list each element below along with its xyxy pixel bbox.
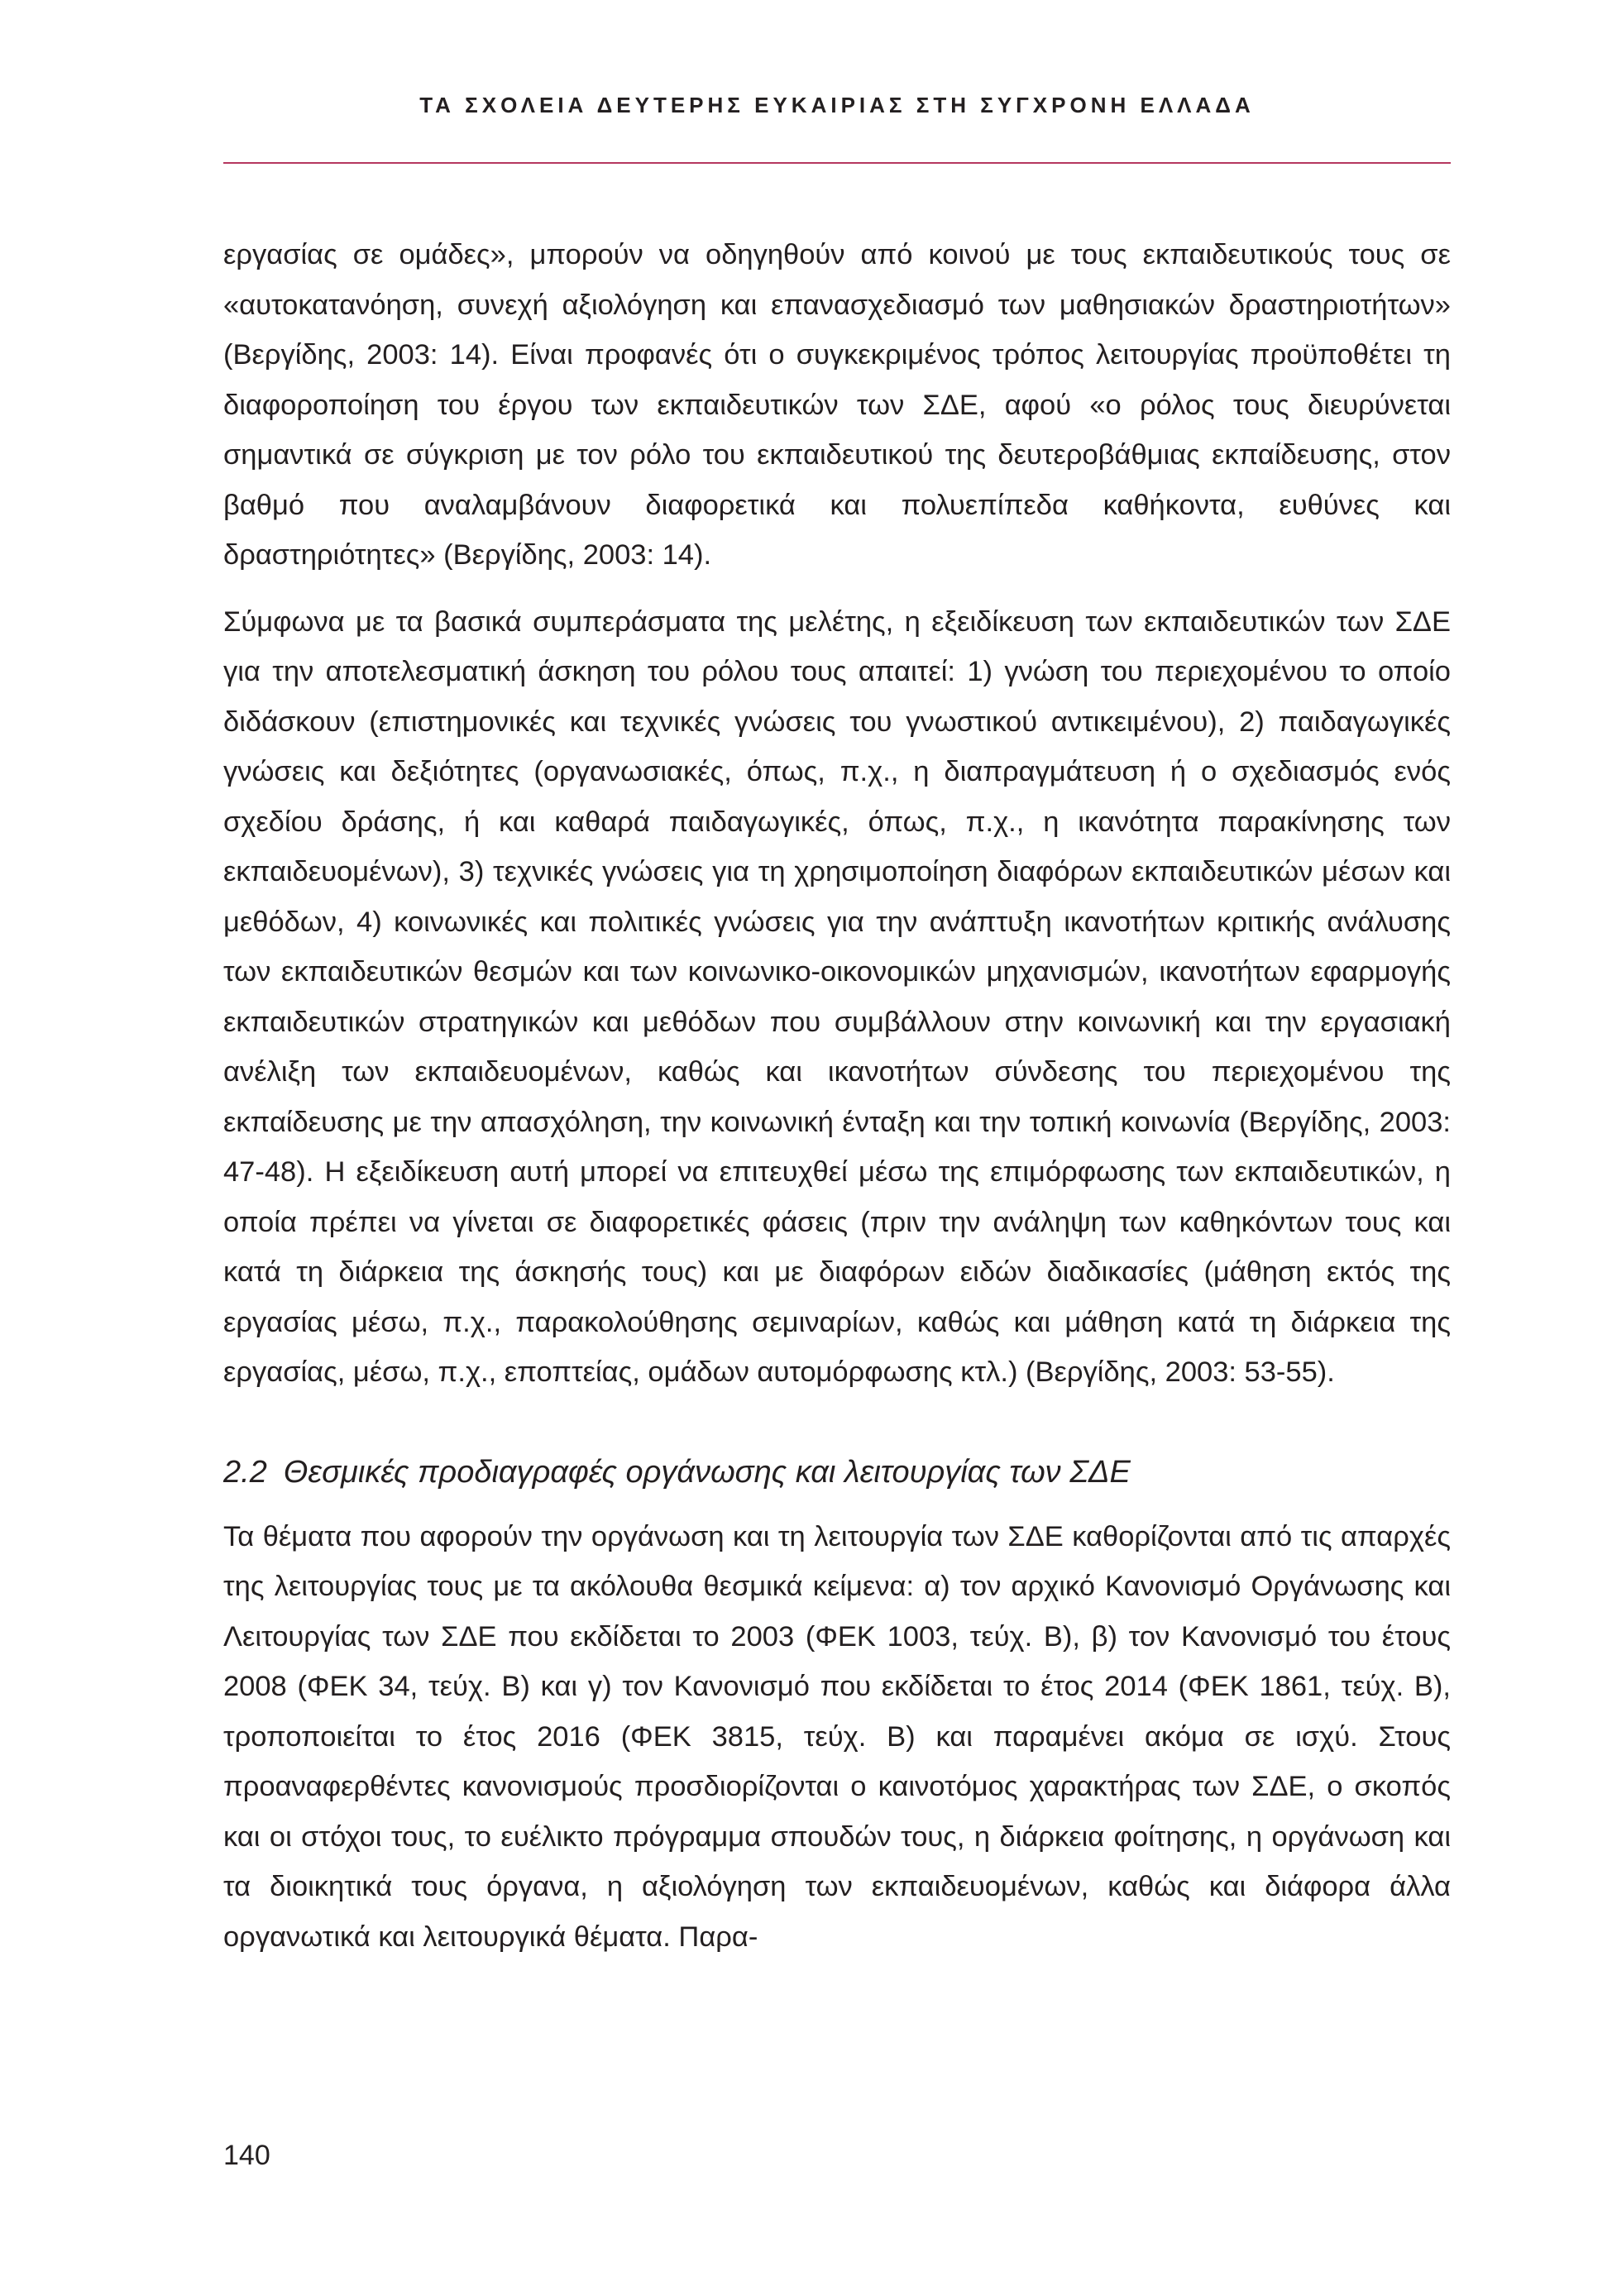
section-heading bbox=[223, 1447, 1451, 1497]
running-head-title: ΤΑ ΣΧΟΛΕΙΑ ΔΕΥΤΕΡΗΣ ΕΥΚΑΙΡΙΑΣ ΣΤΗ ΣΥΓΧΡΟΝΗ ΕΛΛΑΔΑ bbox=[419, 93, 1255, 117]
section-title: Θεσμικές προδιαγραφές οργάνωσης και λειτουργίας των ΣΔΕ bbox=[283, 1454, 1131, 1490]
section-number: 2.2 bbox=[223, 1454, 267, 1490]
body-paragraph-2: Σύμφωνα με τα βασικά συμπεράσματα της μελέτης, η εξειδίκευση των εκπαιδευτικών των ΣΔΕ για την αποτελεσματική άσκηση του ρόλου τους απαιτεί: 1) γνώση του περιεχομένου το οποίο διδάσκουν (επιστημονικές και τεχνικές γνώσεις του γνωστικού αντικειμένου), 2) παιδαγωγικές γνώσεις και δεξιότητες (οργανωσιακές, όπως, π.χ., η διαπραγμάτευση ή ο σχεδιασμός ενός σχεδίου δράσης, ή και καθαρά παιδαγωγικές, όπως, π.χ., η ικανότητα παρακίνησης των εκπαιδευομένων), 3) τεχνικές γνώσεις για τη χρησιμοποίηση διαφόρων εκπαιδευτικών μέσων και μεθόδων, 4) κοινωνικές και πολιτικές γνώσεις για την ανάπτυξη ικανοτήτων κριτικής ανάλυσης των εκπαιδευτικών θεσμών και των κοινωνικο-οικονομικών μηχανισμών, ικανοτήτων εφαρμογής εκπαιδευτικών στρατηγικών και μεθόδων που συμβάλλουν στην κοινωνική και την εργασιακή ανέλιξη των εκπαιδευομένων, καθώς και ικανοτήτων σύνδεσης του περιεχομένου της εκπαίδευσης με την απασχόληση, την κοινωνική ένταξη και την τοπική κοινωνία (Βεργίδης, 2003: 47-48). Η εξειδίκευση αυτή μπορεί να επιτευχθεί μέσω της επιμόρφωσης των εκπαιδευτικών, η οποία πρέπει να γίνεται σε διαφορετικές φάσεις (πριν την ανάληψη των καθηκόντων τους και κατά τη διάρκεια της άσκησής τους) και με διαφόρων ειδών διαδικασίες (μάθηση εκτός της εργασίας μέσω, π.χ., παρακολούθησης σεμιναρίων, καθώς και μάθηση κατά τη διάρκεια της εργασίας, μέσω, π.χ., εποπτείας, ομάδων αυτομόρφωσης κτλ.) (Βεργίδης, 2003: 53-55). bbox=[223, 605, 1451, 1388]
page-number: 140 bbox=[223, 2140, 270, 2171]
header-rule bbox=[223, 162, 1451, 164]
page-body bbox=[223, 230, 1451, 1978]
body-paragraph-1: εργασίας σε ομάδες», μπορούν να οδηγηθούν από κοινού με τους εκπαιδευτικούς τους σε «αυτοκατανόηση, συνεχή αξιολόγηση και επανασχεδιασμό των μαθησιακών δραστηριοτήτων» (Βεργίδης, 2003: 14). Είναι προφανές ότι ο συγκεκριμένος τρόπος λειτουργίας προϋποθέτει τη διαφοροποίηση του έργου των εκπαιδευτικών των ΣΔΕ, αφού «ο ρόλος τους διευρύνεται σημαντικά σε σύγκριση με τον ρόλο του εκπαιδευτικού της δευτεροβάθμιας εκπαίδευσης, στον βαθμό που αναλαμβάνουν διαφορετικά και πολυεπίπεδα καθήκοντα, ευθύνες και δραστηριότητες» (Βεργίδης, 2003: 14). bbox=[223, 239, 1451, 571]
section-paragraph: Τα θέματα που αφορούν την οργάνωση και τη λειτουργία των ΣΔΕ καθορίζονται από τις απαρχές της λειτουργίας τους με τα ακόλουθα θεσμικά κείμενα: α) τον αρχικό Κανονισμό Οργάνωσης και Λειτουργίας των ΣΔΕ που εκδίδεται το 2003 (ΦΕΚ 1003, τεύχ. Β), β) τον Κανονισμό του έτους 2008 (ΦΕΚ 34, τεύχ. Β) και γ) τον Κανονισμό που εκδίδεται το έτος 2014 (ΦΕΚ 1861, τεύχ. Β), τροποποιείται το έτος 2016 (ΦΕΚ 3815, τεύχ. Β) και παραμένει ακόμα σε ισχύ. Στους προαναφερθέντες κανονισμούς προσδιορίζονται ο καινοτόμος χαρακτήρας των ΣΔΕ, ο σκοπός και οι στόχοι τους, το ευέλικτο πρόγραμμα σπουδών τους, η διάρκεια φοίτησης, η οργάνωση και τα διοικητικά τους όργανα, η αξιολόγηση των εκπαιδευομένων, καθώς και διάφορα άλλα οργανωτικά και λειτουργικά θέματα. Παρα- bbox=[223, 1520, 1451, 1953]
